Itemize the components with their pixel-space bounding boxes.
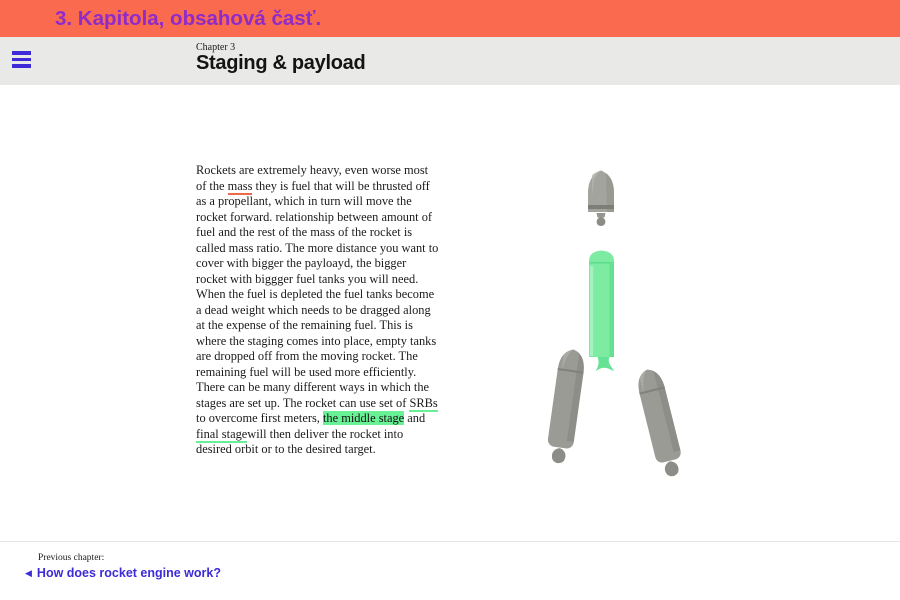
text-run: to overcome first meters, bbox=[196, 411, 323, 425]
banner-title: 3. Kapitola, obsahová časť. bbox=[55, 7, 322, 30]
page-title: Staging & payload bbox=[196, 52, 366, 74]
text-run: and bbox=[404, 411, 426, 425]
term-final-stage: final stage bbox=[196, 426, 248, 441]
term-mass: mass bbox=[227, 178, 253, 193]
term-srbs: SRBs bbox=[409, 395, 438, 410]
footer-divider bbox=[0, 541, 900, 542]
text-run: they is fuel that will be thrusted off as a propellant, which in turn will move the rocket forward. relationship between amount of fuel and the rest of the mass of the rocket is called mass ratio. The more distance you want to cover with bigger the payloayd, the bigger rocket with biggger fuel tanks you will need. When the fuel is depleted the fuel tanks become a dead weight which needs to be dragged along at the expense of the remaining fuel. This is where the staging comes into place, empty tanks are dropped off from the moving rocket. The remaining fuel will be used more efficiently. There can be many different ways in which the stages are set up. The rocket can use set of bbox=[196, 178, 439, 410]
chapter-label: Chapter 3 bbox=[196, 42, 236, 53]
previous-chapter-label: Previous chapter: bbox=[38, 553, 105, 563]
footer bbox=[25, 553, 221, 580]
term-middle-stage: the middle stage bbox=[322, 411, 405, 425]
top-banner bbox=[0, 0, 900, 37]
middle-stage-icon bbox=[589, 251, 614, 372]
text-run: will then deliver the rocket into desired orbit or to the desired target. bbox=[196, 426, 404, 456]
article-text bbox=[196, 163, 440, 458]
hamburger-icon bbox=[12, 51, 34, 68]
text-run: Rockets are extremely heavy, even worse most of the bbox=[196, 163, 429, 193]
rocket-stages-illustration bbox=[520, 140, 760, 500]
menu-button[interactable] bbox=[12, 51, 34, 71]
previous-chapter-link-label: How does rocket engine work? bbox=[36, 566, 221, 580]
right-booster-icon bbox=[634, 366, 686, 479]
left-booster-icon bbox=[545, 348, 587, 465]
previous-chapter-link[interactable] bbox=[25, 566, 221, 580]
payload-fairing-icon bbox=[588, 171, 614, 227]
left-triangle-icon: ◀ bbox=[25, 567, 32, 578]
chapter-header-bar bbox=[0, 37, 900, 85]
